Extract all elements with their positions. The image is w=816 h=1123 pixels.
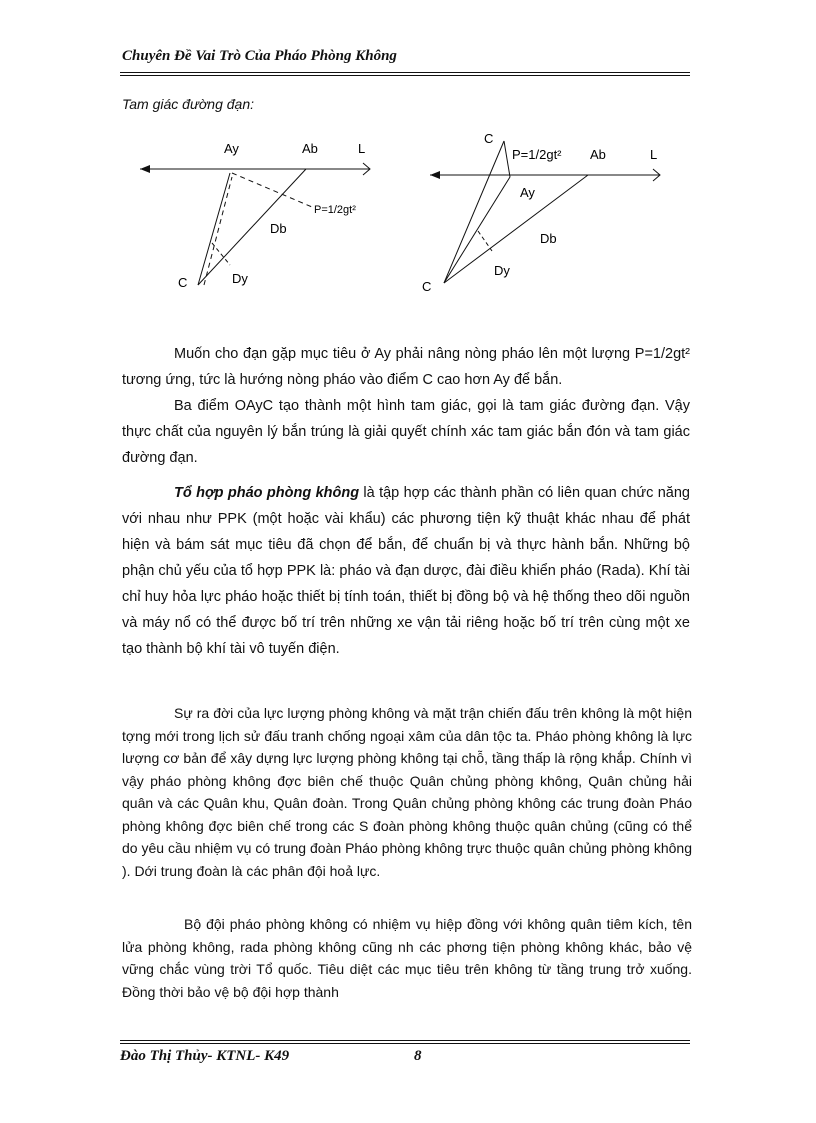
label-c-top: C bbox=[484, 131, 494, 146]
right-trajectory-diagram bbox=[410, 125, 680, 305]
label-db: Db bbox=[540, 231, 557, 246]
dashed-c-to-ay bbox=[204, 177, 232, 285]
label-c: C bbox=[422, 279, 432, 294]
label-ay: Ay bbox=[520, 185, 535, 200]
header-rule-thin bbox=[120, 75, 690, 76]
vertical-p-line bbox=[504, 141, 510, 177]
left-trajectory-diagram bbox=[120, 125, 390, 305]
paragraph-3: Tổ hợp pháo phòng không là tập hợp các thành phần có liên quan chức năng với nhau như PPK (một hoặc vài khẩu) các phương tiện kỹ thuật khác nhau để phát hiện và bám sát mục tiêu đã chọn để bắn, để chuẩn bị và thực hành bắn. Những bộ phận chủ yếu của tổ hợp PPK là: pháo và đạn dược, đài điều khiển pháo (Rada). Khí tài chỉ huy hỏa lực pháo hoặc thiết bị tính toán, thiết bị đồng bộ và hệ thống theo dõi nguồn và máy nổ có thể được bố trí trên những xe vận tải riêng hoặc bố trí trên cùng một xe tạo thành bộ khí tài vô tuyến điện. bbox=[122, 485, 690, 657]
paragraph-4: Sự ra đời của lực lượng phòng không và mặt trận chiến đấu trên không là một hiện tợng mới trong lịch sử đấu tranh chống ngoại xâm của dân tộc ta. Pháo phòng không là lực lượng cơ bản để xây dựng lực lượng phòng không tại chỗ, tầng thấp là rộng khắp. Chính vì vậy pháo phòng không đợc biên chế thuộc Quân chủng phòng không, Quân chủng hải quân và các Quân khu, Quân đoàn. Trong Quân chủng phòng không các trung đoàn Pháo phòng không đợc biên chế trong các S đoàn phòng không thuộc quân chủng (cũng có thể do yêu cầu nhiệm vụ có trung đoàn Pháo phòng không trực thuộc quân chủng phòng không ). Dới trung đoàn là các phân đội hoả lực. bbox=[122, 705, 692, 879]
footer-rule-thin bbox=[120, 1040, 690, 1041]
label-ab: Ab bbox=[590, 147, 606, 162]
dashed-p-line bbox=[232, 173, 312, 207]
label-l: L bbox=[358, 141, 366, 156]
line-c-to-top bbox=[444, 141, 504, 283]
label-dy: Dy bbox=[232, 271, 248, 286]
label-ay: Ay bbox=[224, 141, 239, 156]
footer-rule-thick bbox=[120, 1043, 690, 1044]
label-p: P=1/2gt² bbox=[314, 204, 356, 216]
label-dy: Dy bbox=[494, 263, 510, 278]
term-bold: Tổ hợp pháo phòng không bbox=[174, 485, 360, 501]
page-number: 8 bbox=[414, 1048, 422, 1064]
header-rule-thick bbox=[120, 72, 690, 73]
label-db: Db bbox=[270, 221, 287, 236]
page-header-title: Chuyên Đề Vai Trò Của Pháo Phòng Không bbox=[122, 48, 397, 64]
label-ab: Ab bbox=[302, 141, 318, 156]
paragraph-1: Muốn cho đạn gặp mục tiêu ở Ay phải nâng nòng pháo lên một lượng P=1/2gt² tương ứng, tức là hướng nòng pháo vào điểm C cao hơn Ay để bắn. bbox=[122, 346, 690, 388]
label-p: P=1/2gt² bbox=[512, 147, 562, 162]
label-c: C bbox=[178, 275, 188, 290]
footer-author: Đào Thị Thủy- KTNL- K49 bbox=[120, 1048, 290, 1064]
paragraph-2: Ba điểm OAyC tạo thành một hình tam giác, gọi là tam giác đường đạn. Vậy thực chất của nguyên lý bắn trúng là giải quyết chính xác tam giác bắn đón và tam giác đường đạn. bbox=[122, 398, 690, 466]
arrow-head bbox=[430, 171, 440, 179]
label-l: L bbox=[650, 147, 658, 162]
paragraph-5: Bộ đội pháo phòng không có nhiệm vụ hiệp đồng với không quân tiêm kích, tên lửa phòng không, rada phòng không cũng nh các phơng tiện phòng không khác, bảo vệ vững chắc vùng trời Tổ quốc. Tiêu diệt các mục tiêu trên không từ tầng trung trở xuống. Đồng thời bảo vệ bộ đội hợp thành bbox=[122, 916, 692, 1000]
line-c-to-ab bbox=[444, 175, 588, 283]
arrow-head bbox=[140, 165, 150, 173]
diagram-caption: Tam giác đường đạn: bbox=[122, 96, 255, 112]
